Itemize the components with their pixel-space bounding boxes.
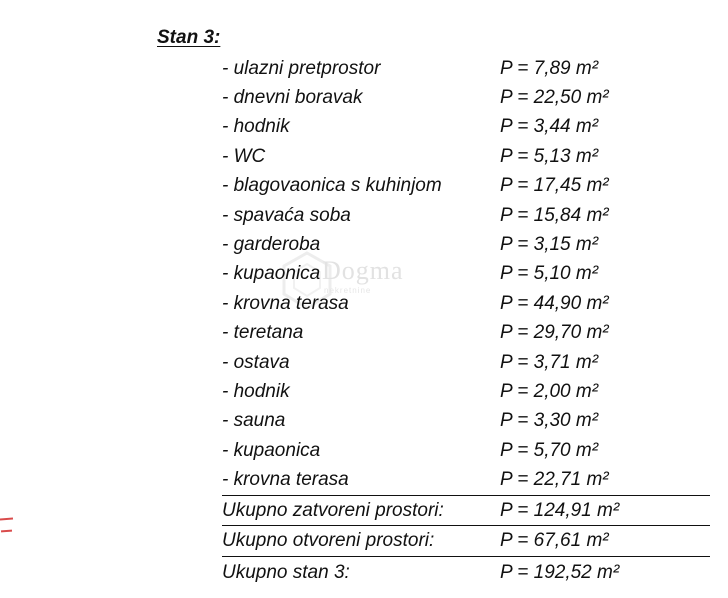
table-row bbox=[222, 83, 710, 112]
room-name: - krovna terasa bbox=[222, 465, 500, 495]
room-name: - hodnik bbox=[222, 380, 290, 402]
table-row bbox=[222, 230, 710, 259]
room-name: - garderoba bbox=[222, 234, 321, 256]
watermark-brand: Dogma bbox=[322, 256, 404, 285]
table-row bbox=[222, 260, 710, 289]
table-row bbox=[222, 319, 710, 348]
table-row bbox=[222, 377, 710, 406]
room-area: P = 29,70 m² bbox=[500, 322, 609, 344]
room-area: P = 3,30 m² bbox=[500, 410, 599, 432]
room-area: P = 17,45 m² bbox=[500, 175, 609, 197]
grand-total-area: P = 192,52 m² bbox=[500, 561, 620, 583]
total-label: Ukupno zatvoreni prostori: bbox=[222, 495, 500, 525]
room-area: P = 7,89 m² bbox=[500, 57, 599, 79]
room-name: - ostava bbox=[222, 351, 290, 373]
total-row bbox=[222, 495, 710, 525]
grand-total-label: Ukupno stan 3: bbox=[222, 561, 350, 583]
room-area: P = 22,71 m² bbox=[500, 465, 710, 495]
room-area-table bbox=[222, 54, 710, 589]
room-name: - kupaonica bbox=[222, 263, 321, 285]
table-row bbox=[222, 172, 710, 201]
total-area: P = 124,91 m² bbox=[500, 495, 710, 525]
table-row bbox=[222, 54, 710, 83]
room-area: P = 3,71 m² bbox=[500, 351, 599, 373]
room-name: - kupaonica bbox=[222, 439, 321, 461]
table-row bbox=[222, 465, 710, 495]
room-area: P = 5,13 m² bbox=[500, 145, 599, 167]
room-area: P = 15,84 m² bbox=[500, 204, 609, 226]
room-area: P = 5,70 m² bbox=[500, 439, 599, 461]
watermark-tagline: nekretnine bbox=[324, 286, 372, 295]
total-row bbox=[222, 526, 710, 556]
grand-total-row bbox=[222, 556, 710, 589]
room-name: - sauna bbox=[222, 410, 286, 432]
table-row bbox=[222, 201, 710, 230]
room-name: - hodnik bbox=[222, 116, 290, 138]
total-area: P = 67,61 m² bbox=[500, 526, 710, 556]
room-area: P = 2,00 m² bbox=[500, 380, 599, 402]
table-row bbox=[222, 407, 710, 436]
table-row bbox=[222, 113, 710, 142]
total-label: Ukupno otvoreni prostori: bbox=[222, 526, 500, 556]
room-name: - krovna terasa bbox=[222, 292, 349, 314]
table-row bbox=[222, 142, 710, 171]
room-name: - teretana bbox=[222, 322, 304, 344]
table-row bbox=[222, 348, 710, 377]
room-area: P = 3,15 m² bbox=[500, 234, 599, 256]
room-name: - ulazni pretprostor bbox=[222, 57, 381, 79]
page-title: Stan 3: bbox=[157, 27, 221, 48]
room-area: P = 5,10 m² bbox=[500, 263, 599, 285]
room-area: P = 44,90 m² bbox=[500, 292, 609, 314]
stray-red-mark bbox=[0, 512, 14, 536]
room-name: - WC bbox=[222, 145, 266, 167]
room-name: - spavaća soba bbox=[222, 204, 351, 226]
table-row bbox=[222, 436, 710, 465]
table-row bbox=[222, 289, 710, 318]
room-area: P = 3,44 m² bbox=[500, 116, 599, 138]
room-name: - dnevni boravak bbox=[222, 87, 363, 109]
room-name: - blagovaonica s kuhinjom bbox=[222, 175, 442, 197]
room-area: P = 22,50 m² bbox=[500, 87, 609, 109]
